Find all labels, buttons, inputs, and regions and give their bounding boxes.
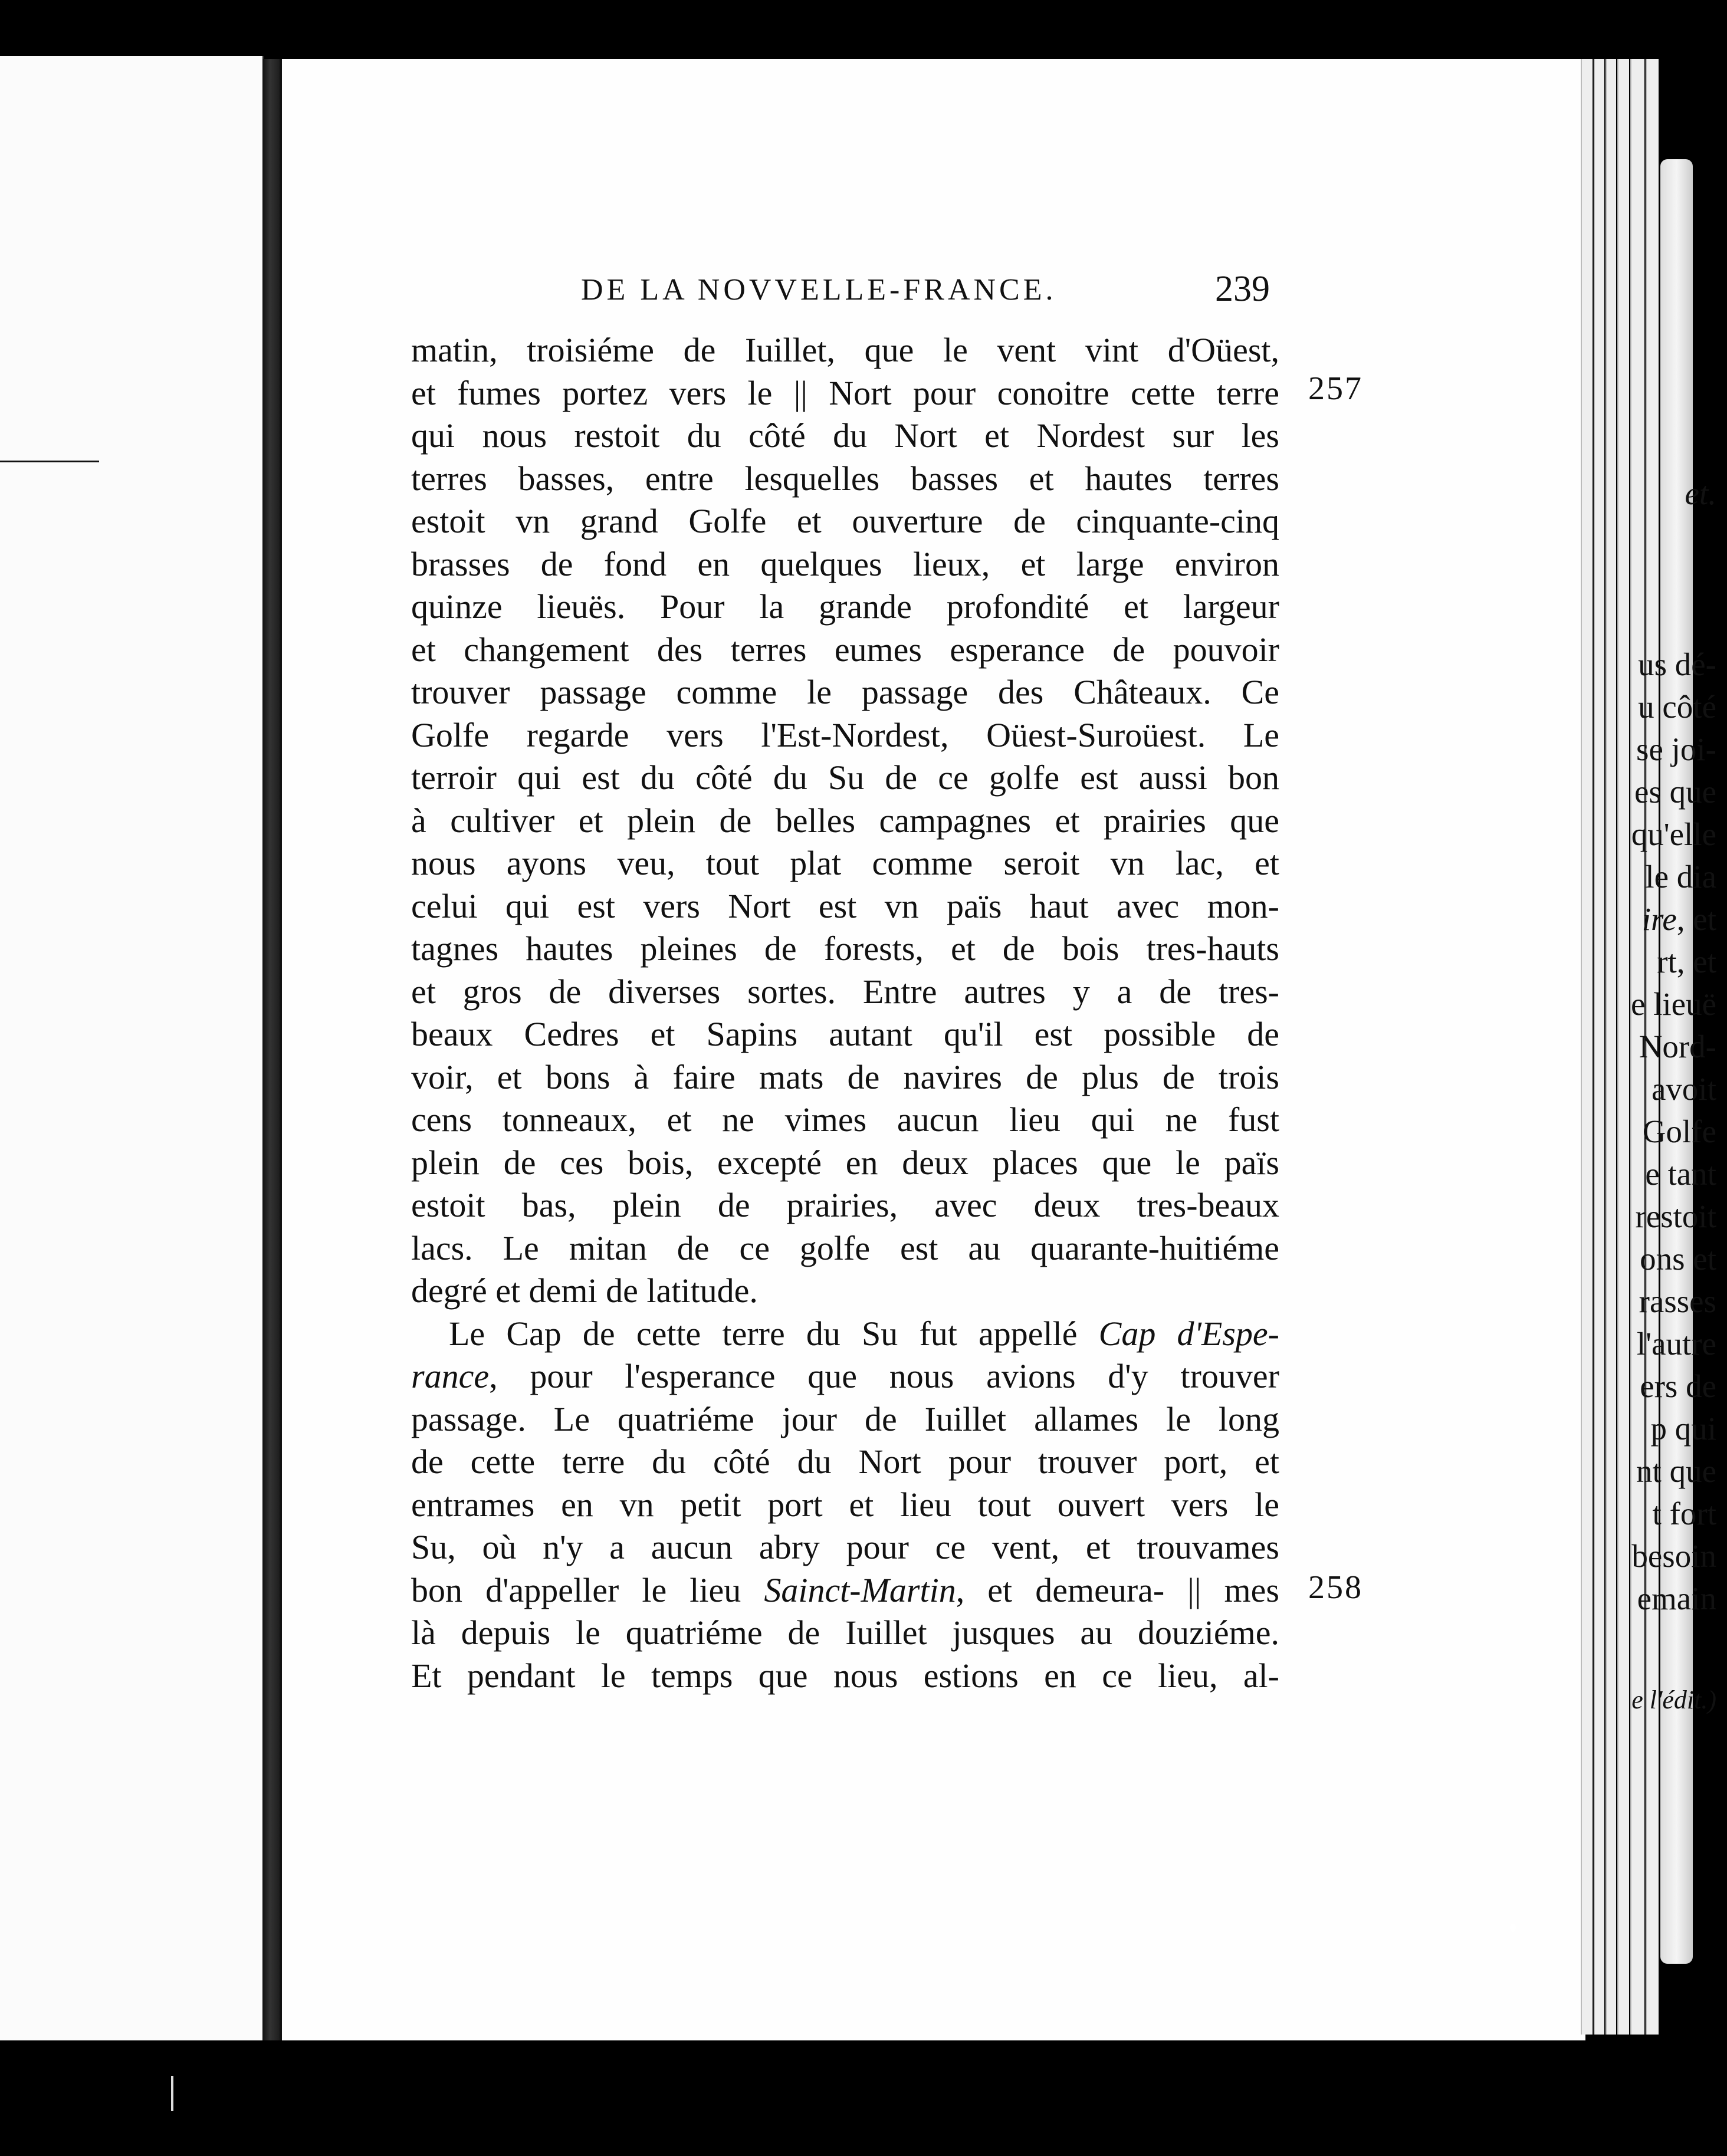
fragment-text: es que bbox=[1634, 774, 1716, 810]
text-line: degré et demi de latitude. bbox=[411, 1271, 758, 1310]
left-text-fragment bbox=[1657, 940, 1716, 984]
fragment-text: ire bbox=[1641, 901, 1677, 937]
text-line: terres basses, entre lesquelles basses et hautes terres bbox=[411, 459, 1279, 498]
left-text-fragment bbox=[1650, 1407, 1716, 1451]
fragment-text: rasses bbox=[1639, 1283, 1716, 1319]
left-text-fragment bbox=[1634, 770, 1716, 814]
book-gutter bbox=[262, 59, 281, 2040]
text-line: et changement des terres eumes esperance de pouvoir bbox=[411, 630, 1279, 669]
text-line: de cette terre du côté du Nort pour trouver port, et bbox=[411, 1442, 1279, 1481]
fragment-text: t fort bbox=[1652, 1496, 1716, 1531]
text-line: beaux Cedres et Sapins autant qu'il est possible de bbox=[411, 1015, 1279, 1053]
left-footnote-fragment: e l'édit.) bbox=[1631, 1685, 1716, 1714]
text-line: brasses de fond en quelques lieux, et large environ bbox=[411, 544, 1279, 583]
text-line bbox=[411, 1569, 1279, 1612]
page-edge bbox=[1605, 59, 1616, 2035]
text-line bbox=[411, 1313, 1279, 1356]
fragment-text: emain bbox=[1637, 1580, 1716, 1616]
left-text-fragment bbox=[1636, 1195, 1716, 1238]
left-text-fragment bbox=[1637, 1577, 1716, 1621]
fragment-text: nt que bbox=[1636, 1453, 1716, 1489]
left-text-fragment bbox=[1639, 1280, 1716, 1323]
text-line: nous ayons veu, tout plat comme seroit vn lac, et bbox=[411, 844, 1279, 882]
text-line: Et pendant le temps que nous estions en ce lieu, al- bbox=[411, 1656, 1279, 1695]
text-line: entrames en vn petit port et lieu tout ouvert vers le bbox=[411, 1485, 1279, 1524]
text-line: lacs. Le mitan de ce golfe est au quarante-huitiéme bbox=[411, 1228, 1279, 1267]
text-line: terroir qui est du côté du Su de ce golfe est aussi bon bbox=[411, 758, 1279, 797]
fragment-text: us dé- bbox=[1638, 646, 1716, 682]
left-text-fragment bbox=[1643, 1110, 1716, 1153]
stray-mark bbox=[1510, 1924, 1516, 1932]
left-text-fragment bbox=[1639, 1025, 1716, 1069]
fragment-text: besoin bbox=[1631, 1538, 1716, 1574]
page-edge bbox=[1581, 59, 1593, 2035]
italic-run: rance bbox=[411, 1357, 490, 1395]
fragment-text: et. bbox=[1685, 475, 1716, 511]
text-line: trouver passage comme le passage des Châteaux. Ce bbox=[411, 673, 1279, 711]
text-line: qui nous restoit du côté du Nort et Nordest sur les bbox=[411, 416, 1279, 455]
left-text-fragment bbox=[1652, 1067, 1716, 1111]
text-line: à cultiver et plein de belles campagnes et prairies que bbox=[411, 801, 1279, 840]
text-line: et gros de diverses sortes. Entre autres y a de tres- bbox=[411, 972, 1279, 1011]
fragment-text: ers de bbox=[1640, 1368, 1716, 1404]
fragment-suffix: , et bbox=[1676, 901, 1716, 937]
margin-page-ref: 258 bbox=[1308, 1569, 1363, 1606]
left-text-fragment bbox=[1631, 813, 1716, 856]
fragment-text: rt, et bbox=[1657, 944, 1716, 980]
text-line bbox=[411, 1355, 1279, 1398]
fragment-text: se joi- bbox=[1636, 731, 1716, 767]
left-page bbox=[0, 56, 264, 2040]
left-text-fragment bbox=[1640, 1237, 1716, 1281]
text-run: bon d'appeller le lieu bbox=[411, 1570, 764, 1609]
fragment-text: ons et bbox=[1640, 1241, 1716, 1277]
fragment-text: u côté bbox=[1638, 689, 1716, 725]
left-text-fragment bbox=[1636, 1450, 1716, 1493]
page-edge bbox=[1617, 59, 1629, 2035]
text-line: passage. Le quatriéme jour de Iuillet allames le long bbox=[411, 1399, 1279, 1438]
left-text-fragment bbox=[1640, 1365, 1716, 1408]
fragment-text: restoit bbox=[1635, 1198, 1716, 1234]
fragment-text: e lieuë bbox=[1630, 986, 1716, 1022]
fragment-text: Nord- bbox=[1639, 1028, 1716, 1064]
left-text-fragment bbox=[1642, 898, 1716, 941]
text-line: tagnes hautes pleines de forests, et de bois tres-hauts bbox=[411, 929, 1279, 968]
left-text-fragment bbox=[1631, 982, 1716, 1026]
italic-run: Sainct-Martin bbox=[764, 1570, 956, 1609]
fragment-text: qu'elle bbox=[1631, 816, 1716, 852]
left-text-fragment bbox=[1685, 472, 1716, 515]
fragment-text: l'autre bbox=[1636, 1326, 1716, 1362]
text-line: plein de ces bois, excepté en deux places que le païs bbox=[411, 1143, 1279, 1182]
body-text bbox=[411, 329, 1279, 1697]
paragraph bbox=[411, 329, 1279, 1313]
page-number: 239 bbox=[1215, 269, 1270, 309]
fragment-text: le dia bbox=[1645, 859, 1716, 895]
margin-page-ref: 257 bbox=[1308, 370, 1363, 407]
text-run: , et demeura- || mes bbox=[956, 1570, 1279, 1609]
left-text-fragment bbox=[1645, 1152, 1716, 1196]
text-run: , pour l'esperance que nous avions d'y trouver bbox=[489, 1357, 1279, 1395]
text-line: voir, et bons à faire mats de navires de plus de trois bbox=[411, 1057, 1279, 1096]
page-edge bbox=[1594, 59, 1604, 2035]
text-line: et fumes portez vers le || Nort pour conoitre cette terre bbox=[411, 373, 1279, 412]
left-text-fragment bbox=[1653, 1492, 1716, 1536]
fragment-text: Golfe bbox=[1642, 1113, 1716, 1149]
text-run: Le Cap de cette terre du Su fut appellé bbox=[449, 1314, 1099, 1353]
text-line: quinze lieuës. Pour la grande profondité et largeur bbox=[411, 587, 1279, 626]
fragment-text: p qui bbox=[1650, 1411, 1716, 1447]
text-line: Golfe regarde vers l'Est-Nordest, Oüest-Suroüest. Le bbox=[411, 715, 1279, 754]
text-line: cens tonneaux, et ne vimes aucun lieu qui ne fust bbox=[411, 1100, 1279, 1139]
text-line: estoit bas, plein de prairies, avec deux tres-beaux bbox=[411, 1186, 1279, 1224]
text-line: estoit vn grand Golfe et ouverture de cinquante-cinq bbox=[411, 502, 1279, 540]
running-head: DE LA NOVVELLE-FRANCE. bbox=[581, 273, 1057, 307]
left-text-fragment bbox=[1638, 643, 1716, 686]
left-page-rule bbox=[0, 461, 99, 462]
text-line: Su, où n'y a aucun abry pour ce vent, et trouvames bbox=[411, 1528, 1279, 1566]
text-line: matin, troisiéme de Iuillet, que le vent vint d'Oüest, bbox=[411, 331, 1279, 369]
text-line: celui qui est vers Nort est vn païs haut avec mon- bbox=[411, 886, 1279, 925]
left-text-fragment bbox=[1638, 685, 1716, 729]
left-text-fragment bbox=[1636, 728, 1716, 771]
paragraph bbox=[411, 1313, 1279, 1698]
italic-run: Cap d'Espe- bbox=[1098, 1314, 1279, 1353]
fragment-text: e tant bbox=[1645, 1156, 1716, 1192]
fragment-text: avoit bbox=[1652, 1071, 1716, 1107]
left-text-fragment bbox=[1637, 1322, 1716, 1366]
left-text-fragment bbox=[1645, 855, 1716, 899]
left-text-fragment bbox=[1631, 1534, 1716, 1578]
text-line: là depuis le quatriéme de Iuillet jusques au douziéme. bbox=[411, 1613, 1279, 1652]
scan-mark bbox=[171, 2076, 173, 2111]
